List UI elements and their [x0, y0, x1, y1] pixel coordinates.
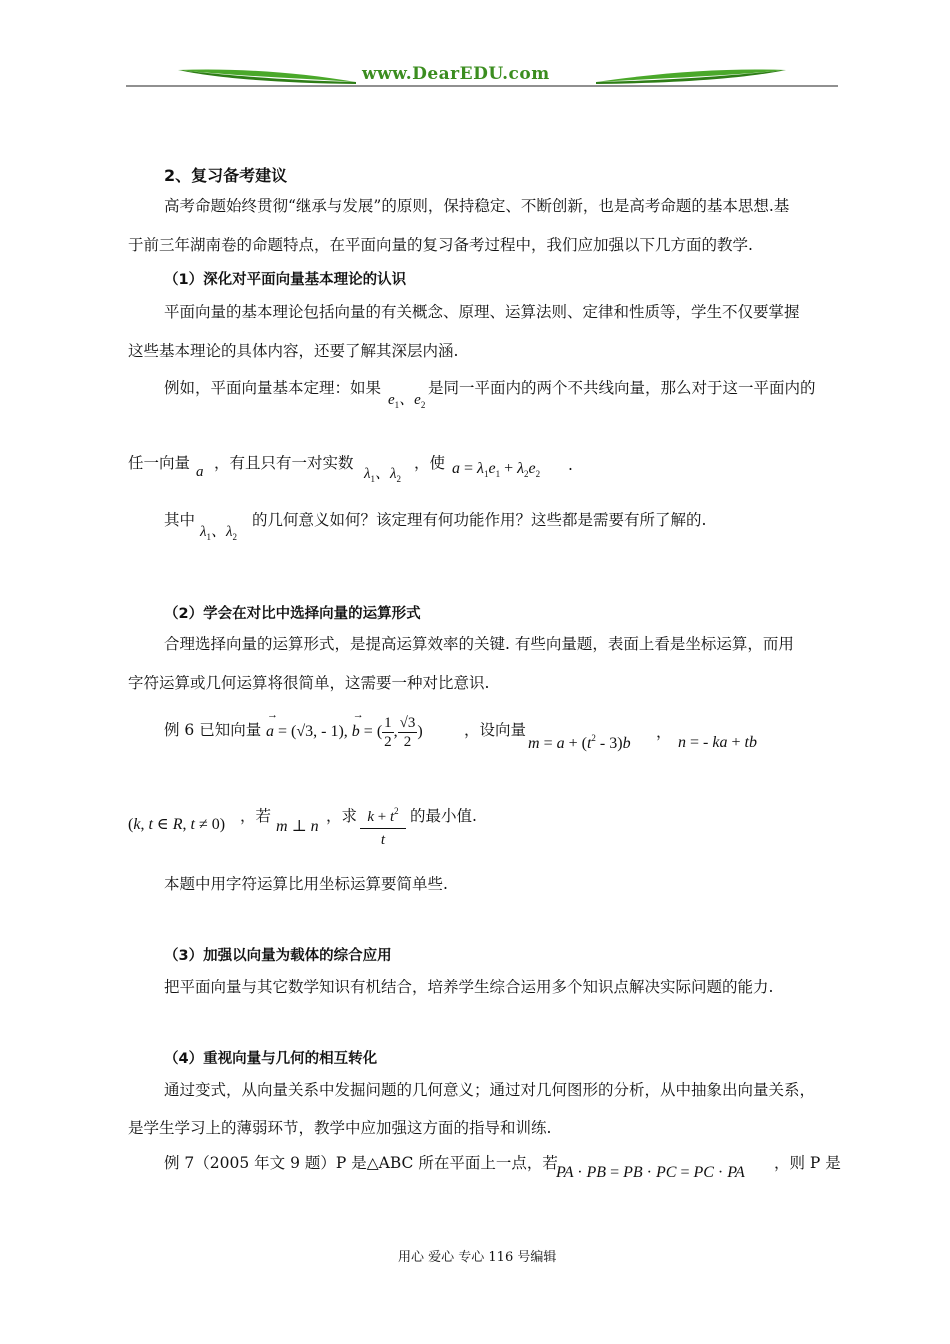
sub1-unique-pair-text: ，有且只有一对实数 [214, 454, 354, 472]
example-7-then-text: ，则 P 是 [774, 1154, 841, 1172]
subsection-3-title: （3）加强以向量为载体的综合应用 [164, 948, 392, 964]
sub1-theorem-cont: 是同一平面内的两个不共线向量，那么对于这一平面内的 [428, 379, 816, 397]
sub1-any-vector-text: 任一向量 [128, 454, 191, 472]
sub2-paragraph-line-2: 字符运算或几何运算将很简单，这需要一种对比意识. [128, 674, 490, 692]
sub1-period: . [568, 456, 573, 474]
page-footer: 用心 爱心 专心 116 号编辑 [398, 1250, 557, 1265]
example-6-vector-m-math: $m = a + (t^2 - 3)b$ [528, 733, 631, 752]
example-6-vectors-math: a → = (√3, - 1), b → = ( $\frac{1}{2}$ , $\frac{√3}{2}$ ) [266, 709, 423, 750]
sub2-remark: 本题中用字符运算比用坐标运算要简单些. [164, 875, 448, 893]
subsection-4-title: （4）重视向量与几何的相互转化 [164, 1051, 378, 1067]
subsection-1-title: （1）深化对平面向量基本理论的认识 [164, 272, 407, 288]
subsection-2-title: （2）学会在对比中选择向量的运算形式 [164, 606, 421, 622]
sub1-where-text: 其中 [164, 511, 196, 529]
example-6-label: 例 6 已知向量 [164, 721, 262, 739]
example-6-comma: ， [656, 723, 672, 741]
sub4-paragraph-line-1: 通过变式，从向量关系中发掘问题的几何意义；通过对几何图形的分析，从中抽象出向量关系， [164, 1081, 816, 1099]
sub1-theorem-intro: 例如，平面向量基本定理：如果 [164, 379, 382, 397]
page-header [126, 58, 838, 90]
sub1-basis-vectors-math: $e_1$、$e_2$ [388, 392, 426, 410]
example-6-find-text: ，求 [326, 807, 358, 825]
example-6-vector-n-math: n = - ka + tb [678, 734, 757, 751]
intro-line-2: 于前三年湖南卷的命题特点，在平面向量的复习备考过程中，我们应加强以下几方面的教学. [128, 236, 753, 254]
example-7-text: 例 7（2005 年文 9 题）P 是△ABC 所在平面上一点，若 [164, 1154, 558, 1172]
sub1-question-text: 的几何意义如何？该定理有何功能作用？这些都是需要有所了解的. [252, 511, 707, 529]
example-6-fraction-math: $k + t^2$ t [360, 800, 406, 851]
sub1-paragraph-line-2: 这些基本理论的具体内容，还要了解其深层内涵. [128, 342, 459, 360]
example-6-perpendicular-math: m ⊥ n [276, 818, 319, 835]
sub1-lambda-pair-math-2: $\lambda_1$、$\lambda_2$ [200, 524, 237, 542]
section-title: 2、复习备考建议 [164, 166, 288, 185]
sub1-such-that-text: ，使 [414, 454, 446, 472]
sub2-paragraph-line-1: 合理选择向量的运算形式，是提高运算效率的关键. 有些向量题，表面上看是坐标运算，而用 [164, 635, 794, 653]
example-6-condition-math: (k, t ∈ R, t ≠ 0) [128, 816, 226, 833]
sub1-vector-a-math: a [196, 464, 204, 480]
sub3-paragraph: 把平面向量与其它数学知识有机结合，培养学生综合运用多个知识点解决实际问题的能力. [164, 978, 774, 996]
intro-line-1: 高考命题始终贯彻“继承与发展”的原则，保持稳定、不断创新，也是高考命题的基本思想.基 [164, 197, 790, 215]
sub4-paragraph-line-2: 是学生学习上的薄弱环节，教学中应加强这方面的指导和训练. [128, 1119, 552, 1137]
example-7-dot-products-math: PA · PB = PB · PC = PC · PA [556, 1164, 745, 1181]
site-logo: www.DearEDU.com [362, 64, 550, 84]
sub1-paragraph-line-1: 平面向量的基本理论包括向量的有关概念、原理、运算法则、定律和性质等，学生不仅要掌握 [164, 303, 800, 321]
example-6-let-vector-text: ，设向量 [464, 721, 527, 739]
example-6-if-text: ，若 [240, 807, 272, 825]
example-6-min-value-text: 的最小值. [410, 807, 477, 825]
sub1-linear-combination-math: $a = \lambda_1e_1 + \lambda_2e_2$ [452, 460, 541, 479]
sub1-lambda-pair-math: $\lambda_1$、$\lambda_2$ [364, 466, 401, 484]
